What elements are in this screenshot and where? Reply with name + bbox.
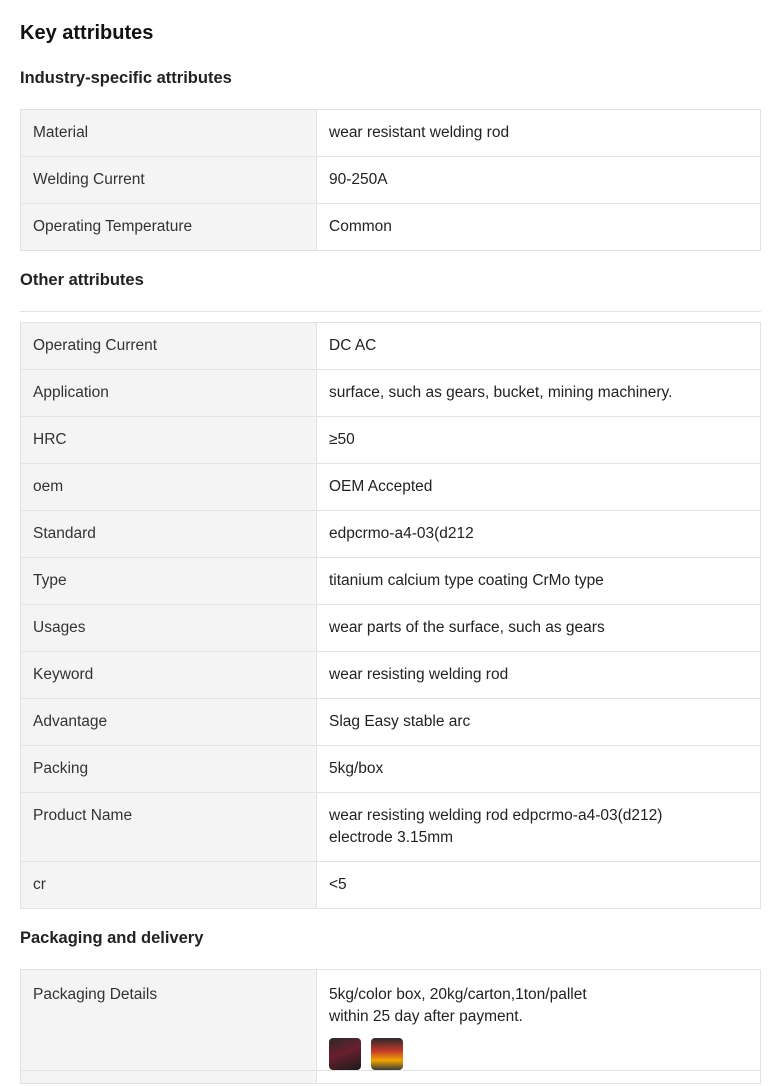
attribute-value [317, 970, 761, 1071]
attribute-key: Operating Current [21, 323, 317, 370]
attribute-key: oem [21, 464, 317, 511]
attribute-value: Common [317, 204, 761, 251]
table-row [21, 323, 761, 370]
section-title-industry: Industry-specific attributes [20, 69, 232, 87]
attribute-key: Usages [21, 605, 317, 652]
attribute-value: edpcrmo-a4-03(d212 [317, 511, 761, 558]
attribute-value: DC AC [317, 323, 761, 370]
table-row [21, 1071, 761, 1084]
attribute-value: wear parts of the surface, such as gears [317, 605, 761, 652]
attribute-value-line: wear resisting welding rod edpcrmo-a4-03(d212) [329, 807, 663, 824]
attribute-value: surface, such as gears, bucket, mining machinery. [317, 370, 761, 417]
attribute-value: 5kg/box [317, 746, 761, 793]
packaging-image-thumbnail[interactable] [329, 1038, 361, 1070]
attribute-value: wear resistant welding rod [317, 110, 761, 157]
table-row [21, 511, 761, 558]
attribute-key: Application [21, 370, 317, 417]
table-row [21, 746, 761, 793]
table-row [21, 793, 761, 862]
attribute-key [21, 1071, 317, 1084]
section-title-other: Other attributes [20, 271, 144, 289]
attribute-key: Product Name [21, 793, 317, 862]
attribute-value: wear resisting welding rod [317, 652, 761, 699]
attribute-key: Advantage [21, 699, 317, 746]
attribute-value-line: within 25 day after payment. [329, 1008, 523, 1025]
table-row [21, 464, 761, 511]
attribute-key: Keyword [21, 652, 317, 699]
attribute-value [317, 1071, 761, 1084]
attribute-value [317, 793, 761, 862]
table-row [21, 204, 761, 251]
attribute-value: <5 [317, 862, 761, 909]
attribute-key: cr [21, 862, 317, 909]
packaging-image-thumbnail[interactable] [371, 1038, 403, 1070]
attribute-key: Material [21, 110, 317, 157]
attribute-key: Welding Current [21, 157, 317, 204]
attribute-key: Standard [21, 511, 317, 558]
attribute-key: Type [21, 558, 317, 605]
table-row [21, 699, 761, 746]
section-divider [20, 311, 761, 312]
table-row [21, 370, 761, 417]
table-row [21, 605, 761, 652]
table-row [21, 652, 761, 699]
other-attributes-table [20, 322, 761, 909]
attribute-value: ≥50 [317, 417, 761, 464]
table-row [21, 970, 761, 1071]
attribute-key: Operating Temperature [21, 204, 317, 251]
section-title-packaging: Packaging and delivery [20, 929, 204, 947]
attribute-key: Packing [21, 746, 317, 793]
industry-attributes-table [20, 109, 761, 251]
attribute-value: OEM Accepted [317, 464, 761, 511]
table-row [21, 862, 761, 909]
attribute-key: HRC [21, 417, 317, 464]
table-row [21, 110, 761, 157]
attribute-value-line: 5kg/color box, 20kg/carton,1ton/pallet [329, 986, 587, 1003]
table-row [21, 417, 761, 464]
attribute-key: Packaging Details [21, 970, 317, 1071]
packaging-image-thumbnails [329, 1038, 748, 1070]
table-row [21, 558, 761, 605]
packaging-attributes-table [20, 969, 761, 1084]
page-title: Key attributes [20, 22, 154, 44]
table-row [21, 157, 761, 204]
attribute-value: Slag Easy stable arc [317, 699, 761, 746]
attribute-value-line: electrode 3.15mm [329, 829, 454, 846]
attribute-value: titanium calcium type coating CrMo type [317, 558, 761, 605]
attribute-value: 90-250A [317, 157, 761, 204]
